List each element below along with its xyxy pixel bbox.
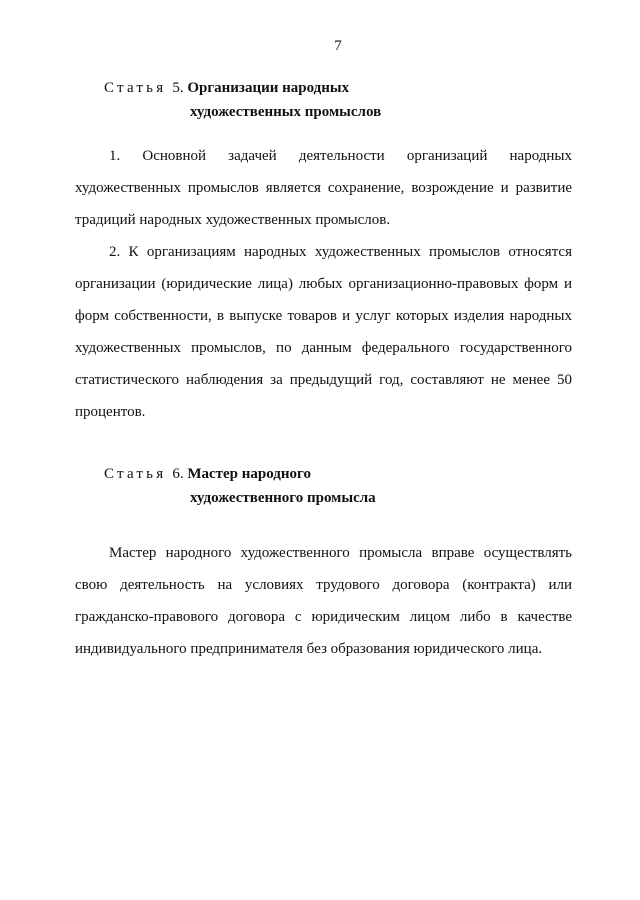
article-number: 6. [172, 466, 184, 482]
article-title-line2: художественного промысла [190, 490, 376, 506]
article-number: 5. [172, 80, 184, 96]
paragraph: 2. К организациям народных художественных промыслов относятся организации (юридические лица) любых организационно-правовых форм и форм собственности, в выпуске товаров и услуг которых изделия народных художественных промыслов, по данным федерального государственного статистического наблюдения за предыдущий год, составляют не менее 50 процентов. [75, 244, 572, 420]
article-title-line1: Организации народных [187, 80, 350, 96]
article-heading [104, 76, 381, 124]
article-prefix: Статья [104, 80, 167, 96]
page-number: 7 [334, 38, 342, 54]
article-title-line2: художественных промыслов [190, 104, 382, 120]
article-title-line1: Мастер народного [187, 466, 311, 482]
article-body [75, 537, 572, 665]
article-body [75, 140, 576, 428]
paragraph: 1. Основной задачей деятельности организаций народных художественных промыслов является сохранение, возрождение и развитие традиций народных художественных промыслов. [75, 148, 576, 228]
article-prefix: Статья [104, 466, 167, 482]
article-heading [104, 462, 376, 510]
paragraph: Мастер народного художественного промысла вправе осуществлять свою деятельность на условиях трудового договора (контракта) или гражданско-правового договора с юридическим лицом либо в качестве индивидуального предпринимателя без образования юридического лица. [75, 545, 572, 657]
